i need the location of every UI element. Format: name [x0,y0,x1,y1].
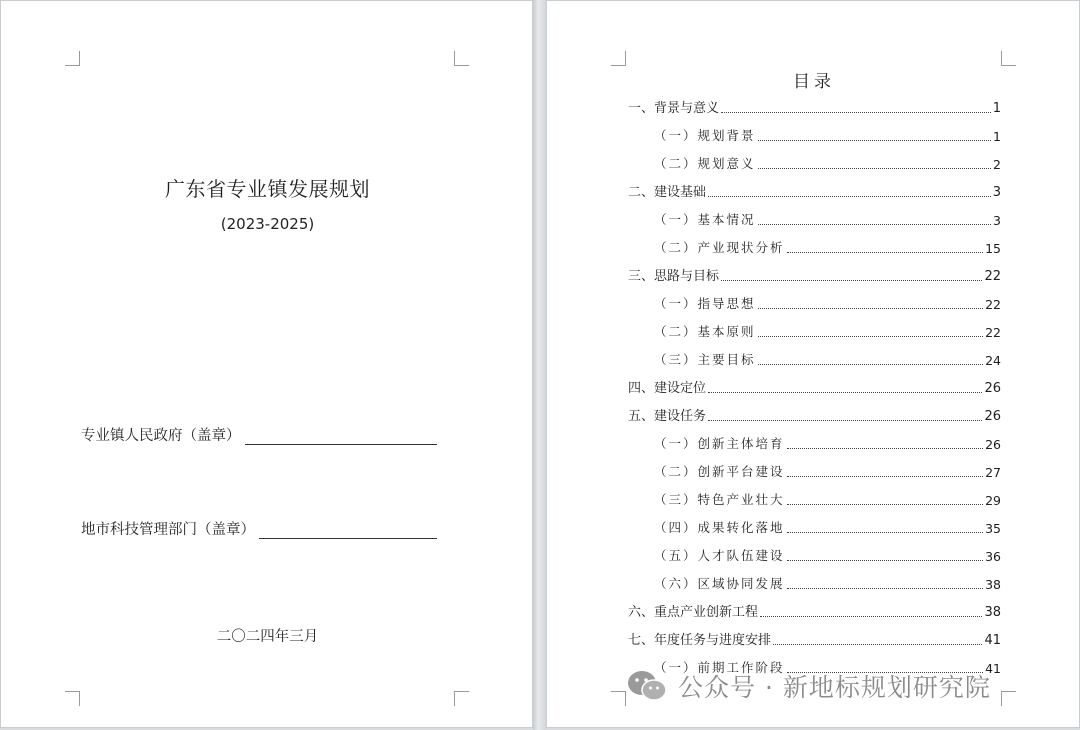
toc-entry[interactable] [628,429,1001,457]
toc-entry-page: 1 [993,129,1001,144]
toc-entry[interactable] [628,289,1001,317]
toc-entry-page: 26 [984,381,1001,396]
toc-entry[interactable] [628,625,1001,653]
toc-entry-label: （二）创新平台建设 [654,464,785,479]
toc-entry[interactable] [628,513,1001,541]
toc-entry[interactable] [628,177,1001,205]
toc-entry-label: （三）主要目标 [654,352,756,367]
toc-entry-label: 二、建设基础 [628,185,707,200]
seal-row-government [81,424,437,445]
toc-entry-page: 24 [985,353,1001,368]
toc-entry-page: 36 [985,549,1001,564]
toc-entry-page: 38 [984,605,1001,620]
crop-mark [454,691,469,706]
toc-entry-label: （二）产业现状分析 [654,240,785,255]
crop-mark [611,691,626,706]
toc-entry-label: （一）指导思想 [654,296,756,311]
toc-entry-page: 3 [992,185,1001,200]
crop-mark [65,51,80,66]
toc-entry-page: 22 [985,325,1001,340]
signature-line [245,444,437,445]
toc-entry[interactable] [628,401,1001,429]
crop-mark [454,51,469,66]
toc-entry[interactable] [628,569,1001,597]
toc-entry-page: 26 [984,409,1001,424]
toc-leader-dots [758,224,992,225]
toc-entry-page: 15 [985,241,1001,256]
toc-entry-label: （二）规划意义 [654,156,756,171]
crop-mark [65,691,80,706]
toc-leader-dots [708,196,991,197]
toc-entry-page: 22 [984,269,1001,284]
toc-leader-dots [787,532,984,533]
toc-entry[interactable] [628,345,1001,373]
toc-leader-dots [721,280,982,281]
toc-entry-label: （五）人才队伍建设 [654,548,785,563]
cover-title: 广东省专业镇发展规划 [165,177,370,201]
toc-entry-label: （四）成果转化落地 [654,520,785,535]
toc-entry-label: （六）区域协同发展 [654,576,785,591]
toc-leader-dots [758,168,992,169]
toc-list [628,93,1001,681]
toc-entry[interactable] [628,541,1001,569]
toc-leader-dots [787,448,984,449]
toc-entry-page: 41 [985,661,1001,676]
toc-entry-label: 六、重点产业创新工程 [628,605,759,620]
toc-entry-label: （三）特色产业壮大 [654,492,785,507]
seal-label: 地市科技管理部门（盖章） [81,522,255,538]
toc-entry-page: 35 [985,521,1001,536]
wechat-icon [626,668,668,704]
toc-leader-dots [787,476,984,477]
toc-leader-dots [787,252,984,253]
toc-entry-label: （二）基本原则 [654,324,756,339]
page-gutter [533,0,546,730]
toc-leader-dots [708,420,982,421]
toc-entry-label: （一）创新主体培育 [654,436,785,451]
watermark [626,666,991,706]
toc-entry-label: 四、建设定位 [628,381,707,396]
toc-entry-label: （一）基本情况 [654,212,756,227]
toc-entry-page: 29 [985,493,1001,508]
toc-entry[interactable] [628,597,1001,625]
toc-entry-label: 三、思路与目标 [628,269,720,284]
toc-entry-page: 1 [992,101,1001,116]
toc-entry-label: （一）规划背景 [654,128,756,143]
toc-entry[interactable] [628,205,1001,233]
toc-page [546,0,1080,728]
toc-leader-dots [708,392,982,393]
crop-mark [1001,51,1016,66]
toc-leader-dots [787,504,984,505]
toc-entry-page: 26 [985,437,1001,452]
toc-entry-label: 七、年度任务与进度安排 [628,633,772,648]
toc-title: 目录 [793,72,835,92]
seal-label: 专业镇人民政府（盖章） [81,428,241,444]
toc-entry[interactable] [628,457,1001,485]
crop-mark [611,51,626,66]
toc-entry-label: 五、建设任务 [628,409,707,424]
toc-leader-dots [758,364,984,365]
toc-entry[interactable] [628,485,1001,513]
cover-date: 二〇二四年三月 [216,629,319,645]
cover-years: (2023-2025) [220,215,315,233]
toc-entry[interactable] [628,261,1001,289]
toc-entry-label: （一）前期工作阶段 [654,660,785,675]
toc-entry[interactable] [628,233,1001,261]
toc-entry-page: 27 [985,465,1001,480]
seal-row-science-dept [81,518,437,539]
toc-entry-page: 41 [984,633,1001,648]
toc-leader-dots [758,140,992,141]
toc-entry-label: 一、背景与意义 [628,101,720,116]
toc-entry-page: 3 [993,213,1001,228]
toc-leader-dots [760,616,982,617]
cover-page [0,0,533,728]
crop-mark [1001,691,1016,706]
toc-entry[interactable] [628,93,1001,121]
toc-entry[interactable] [628,317,1001,345]
toc-entry[interactable] [628,373,1001,401]
toc-leader-dots [787,560,984,561]
toc-leader-dots [721,112,991,113]
toc-leader-dots [773,644,982,645]
toc-entry-page: 38 [985,577,1001,592]
toc-entry[interactable] [628,121,1001,149]
toc-leader-dots [758,336,984,337]
toc-leader-dots [758,308,984,309]
toc-entry-page: 22 [985,297,1001,312]
toc-entry[interactable] [628,149,1001,177]
signature-line [259,538,437,539]
toc-leader-dots [787,588,984,589]
toc-entry-page: 2 [993,157,1001,172]
watermark-text: 公众号 · 新地标规划研究院 [678,673,991,702]
